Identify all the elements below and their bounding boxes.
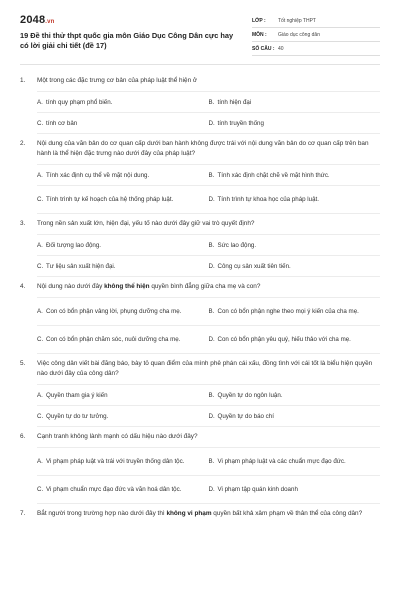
question-7 — [20, 509, 380, 519]
question-number: 1. — [20, 77, 26, 84]
meta-label: LỚP : — [252, 17, 266, 24]
meta-row-class — [252, 14, 380, 28]
meta-value: 40 — [278, 45, 284, 52]
options — [37, 384, 380, 426]
question-5 — [20, 359, 380, 427]
option-a[interactable]: A. Quyền tham gia ý kiến — [37, 384, 209, 405]
question-text: Nội dung của văn bản do cơ quan cấp dưới ban hành không được trái với nội dung văn bản do cơ quan cấp trên ban hành là thể hiện đặc trưng nào dưới đây của pháp luật? — [37, 140, 369, 157]
options — [37, 447, 380, 503]
options — [37, 164, 380, 213]
option-c[interactable]: C. Con có bổn phận chăm sóc, nuôi dưỡng cha mẹ. — [37, 325, 209, 353]
option-b[interactable]: B. Con có bổn phận nghe theo mọi ý kiến của cha mẹ. — [209, 297, 381, 325]
option-d[interactable]: D. tính truyền thống — [209, 112, 381, 133]
option-b[interactable]: B. Sức lao động. — [209, 234, 381, 255]
question-2 — [20, 139, 380, 214]
meta-label: SỐ CÂU : — [252, 45, 275, 52]
header-divider — [20, 64, 380, 65]
option-a[interactable]: A. Con có bổn phận vâng lời, phụng dưỡng cha mẹ. — [37, 297, 209, 325]
option-b[interactable]: B. Tính xác định chặt chẽ về mặt hình thức. — [209, 164, 381, 185]
meta-row-question-count — [252, 42, 380, 56]
options — [37, 91, 380, 133]
question-list — [20, 76, 380, 524]
option-c[interactable]: C. Quyền tự do tư tưởng. — [37, 405, 209, 426]
option-d[interactable]: D. Công cụ sản xuất tiên tiến. — [209, 255, 381, 276]
question-1 — [20, 76, 380, 134]
question-number: 2. — [20, 140, 26, 147]
option-a[interactable]: A. Đối tượng lao động. — [37, 234, 209, 255]
question-text: Trong nền sản xuất lớn, hiện đại, yếu tố nào dưới đây giữ vai trò quyết định? — [37, 220, 255, 227]
question-text: Nội dung nào dưới đây không thể hiện quyền bình đẳng giữa cha mẹ và con? — [37, 283, 261, 290]
option-d[interactable]: D. Vi phạm tập quán kinh doanh — [209, 475, 381, 503]
option-b[interactable]: B. tính hiện đại — [209, 91, 381, 112]
option-a[interactable]: A. Vi phạm pháp luật và trái với truyền thống dân tộc. — [37, 447, 209, 475]
question-number: 7. — [20, 510, 26, 517]
option-c[interactable]: C. Vi phạm chuẩn mực đạo đức và văn hoá dân tộc. — [37, 475, 209, 503]
meta-value: Giáo dục công dân — [278, 31, 320, 38]
option-b[interactable]: B. Quyền tự do ngôn luận. — [209, 384, 381, 405]
option-c[interactable]: C. Tư liệu sản xuất hiện đại. — [37, 255, 209, 276]
meta-row-subject — [252, 28, 380, 42]
exam-meta — [252, 14, 380, 56]
meta-value: Tốt nghiệp THPT — [278, 17, 316, 24]
option-d[interactable]: D. Con có bổn phận yêu quý, hiếu thảo với cha mẹ. — [209, 325, 381, 353]
option-a[interactable]: A. tính quy phạm phổ biến. — [37, 91, 209, 112]
question-number: 6. — [20, 433, 26, 440]
document-header — [20, 14, 380, 64]
meta-label: MÔN : — [252, 31, 267, 38]
question-6 — [20, 432, 380, 504]
question-number: 3. — [20, 220, 26, 227]
page-title: 19 Đề thi thử thpt quốc gia môn Giáo Dục Công Dân cực hay có lời giải chi tiết (đề 17) — [20, 31, 234, 50]
option-c[interactable]: C. Tính trình tự kế hoạch của hệ thống pháp luật. — [37, 185, 209, 213]
question-text: Cạnh tranh không lành mạnh có dấu hiệu nào dưới đây? — [37, 433, 198, 440]
option-c[interactable]: C. tính cơ bản — [37, 112, 209, 133]
question-3 — [20, 219, 380, 277]
option-d[interactable]: D. Tính trình tự khoa học của pháp luật. — [209, 185, 381, 213]
question-number: 4. — [20, 283, 26, 290]
site-logo[interactable]: 2048.vn — [20, 14, 55, 26]
options — [37, 234, 380, 276]
options — [37, 297, 380, 353]
option-a[interactable]: A. Tính xác định cụ thể về mặt nội dung. — [37, 164, 209, 185]
question-text: Một trong các đặc trưng cơ bản của pháp luật thể hiện ở — [37, 77, 198, 84]
question-text: Bắt người trong trường hợp nào dưới đây thì không vi phạm quyền bất khả xâm phạm về thân thể của công dân? — [37, 510, 363, 517]
question-text: Việc công dân viết bài đăng báo, bày tỏ quan điểm của mình phê phán cái xấu, đồng tình với cái tốt là biểu hiện quyền nào dưới đây của công dân? — [37, 360, 373, 377]
question-number: 5. — [20, 360, 26, 367]
option-b[interactable]: B. Vi phạm pháp luật và các chuẩn mực đạo đức. — [209, 447, 381, 475]
question-4 — [20, 282, 380, 354]
option-d[interactable]: D. Quyền tự do báo chí — [209, 405, 381, 426]
